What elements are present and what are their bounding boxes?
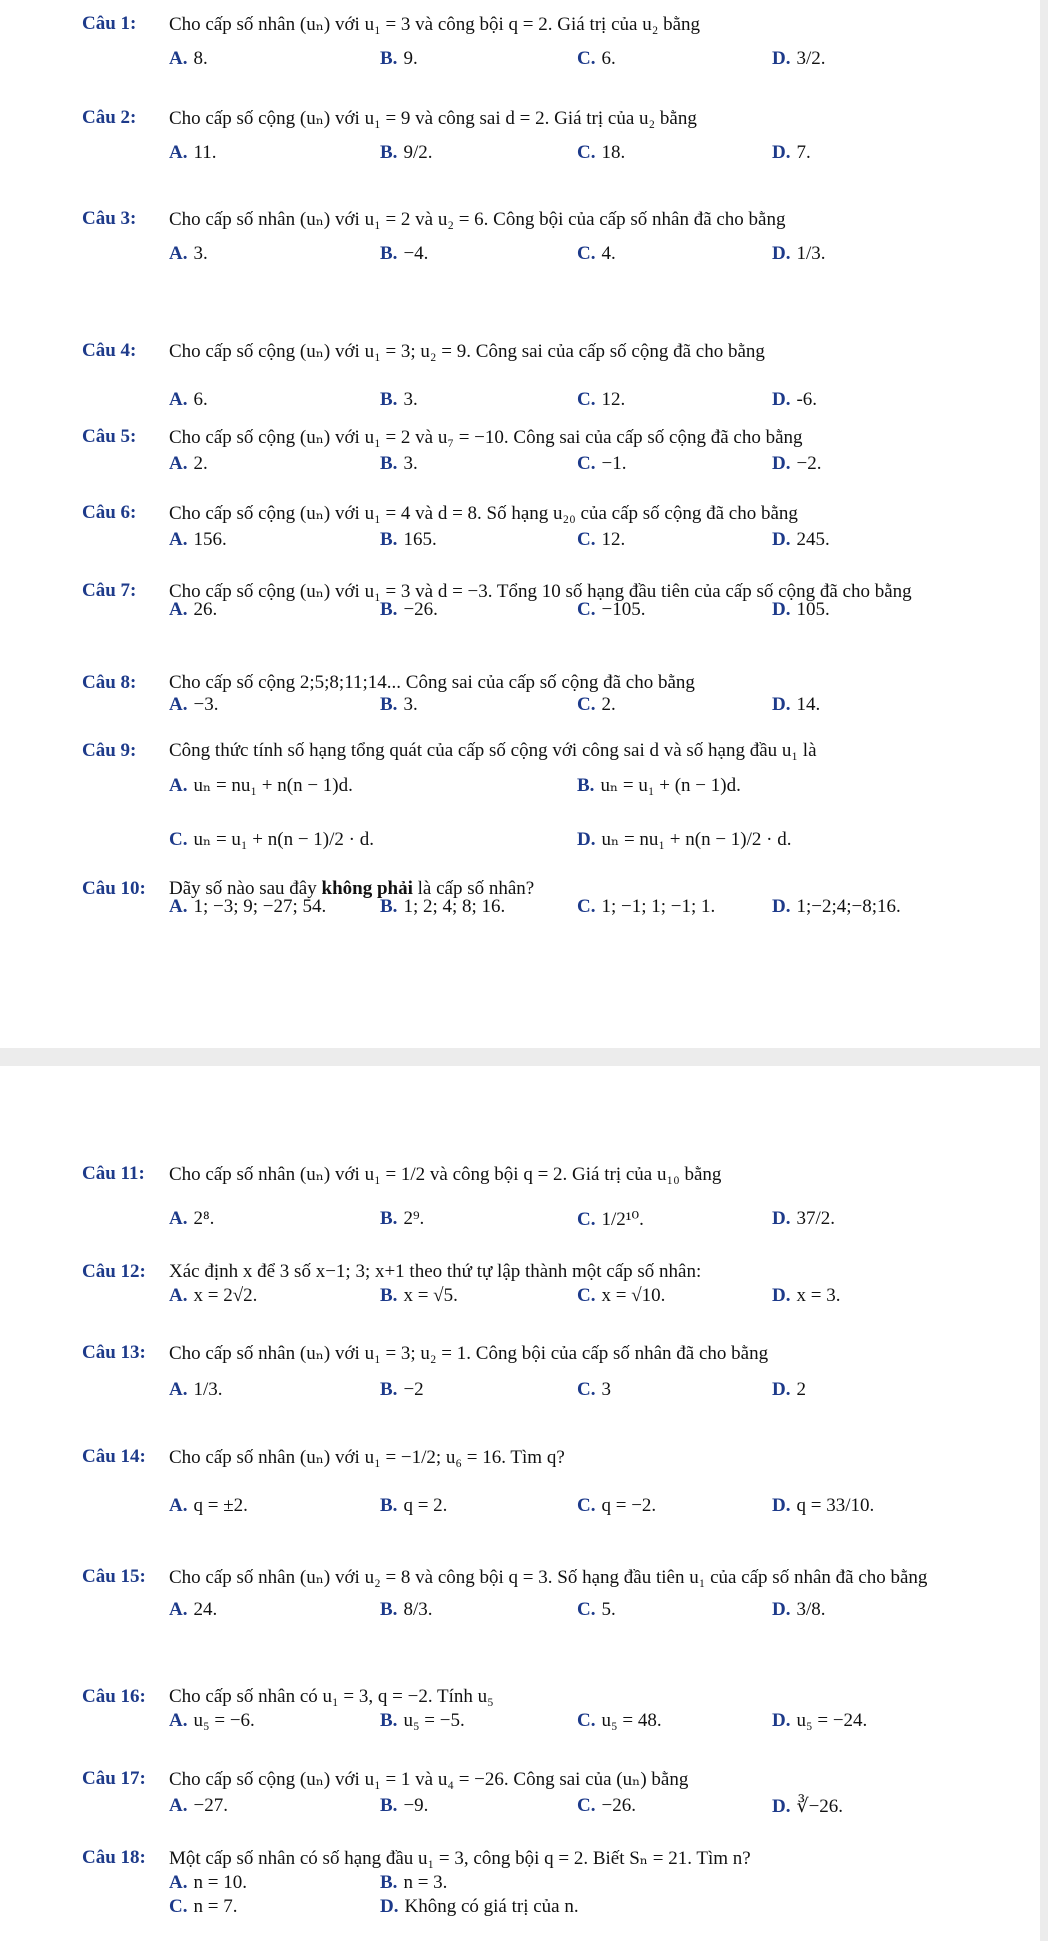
- option-b[interactable]: B. 3.: [380, 453, 418, 474]
- question-12: [82, 1261, 1020, 1317]
- option-c[interactable]: C. 3: [577, 1379, 611, 1400]
- question-text: Cho cấp số nhân (uₙ) với u₁ = 3 và công bội q = 2. Giá trị của u₂ bằng: [169, 14, 701, 35]
- question-text: Cho cấp số nhân có u₁ = 3, q = −2. Tính u₅: [169, 1686, 494, 1707]
- option-b[interactable]: B. 1; 2; 4; 8; 16.: [380, 896, 506, 917]
- option-c[interactable]: C. −105.: [577, 599, 646, 620]
- question-text: Cho cấp số nhân (uₙ) với u₂ = 8 và công bội q = 3. Số hạng đầu tiên u₁ của cấp số nhân đã cho bằng: [169, 1567, 928, 1588]
- question-6: [82, 502, 1020, 561]
- question-number: Câu 7:: [82, 580, 137, 601]
- option-c[interactable]: C. 5.: [577, 1599, 616, 1620]
- question-text: Công thức tính số hạng tổng quát của cấp số cộng với công sai d và số hạng đầu u₁ là: [169, 740, 817, 761]
- question-number: Câu 2:: [82, 107, 137, 128]
- option-b[interactable]: B. 2⁹.: [380, 1208, 425, 1229]
- option-b[interactable]: B. 9.: [380, 48, 418, 69]
- option-b[interactable]: B. 165.: [380, 529, 437, 550]
- question-18: [82, 1847, 1020, 1920]
- question-text: Cho cấp số nhân (uₙ) với u₁ = 2 và u₂ = 6. Công bội của cấp số nhân đã cho bằng: [169, 209, 786, 230]
- question-7: [82, 580, 1020, 631]
- option-c[interactable]: C. 1/2¹⁰.: [577, 1209, 644, 1230]
- option-d[interactable]: D. q = 33/10.: [772, 1495, 875, 1516]
- question-13: [82, 1342, 1020, 1411]
- option-d[interactable]: D. 3/8.: [772, 1599, 826, 1620]
- question-text: Cho cấp số nhân (uₙ) với u₁ = 3; u₂ = 1. Công bội của cấp số nhân đã cho bằng: [169, 1343, 769, 1364]
- question-number: Câu 4:: [82, 340, 137, 361]
- question-text: Cho cấp số nhân (uₙ) với u₁ = −1/2; u₆ = 16. Tìm q?: [169, 1447, 565, 1468]
- question-text: Cho cấp số cộng (uₙ) với u₁ = 3; u₂ = 9. Công sai của cấp số cộng đã cho bằng: [169, 341, 765, 362]
- option-c[interactable]: C. 12.: [577, 529, 626, 550]
- question-number: Câu 18:: [82, 1847, 146, 1868]
- question-number: Câu 12:: [82, 1261, 146, 1282]
- option-a[interactable]: A. x = 2√2.: [169, 1285, 258, 1306]
- question-number: Câu 14:: [82, 1446, 146, 1467]
- question-11: [82, 1163, 1020, 1240]
- option-c[interactable]: C. x = √10.: [577, 1285, 666, 1306]
- option-d[interactable]: D. 245.: [772, 529, 830, 550]
- option-c[interactable]: C. 12.: [577, 389, 626, 410]
- option-c[interactable]: C. 6.: [577, 48, 616, 69]
- option-a[interactable]: A. 24.: [169, 1599, 218, 1620]
- question-number: Câu 5:: [82, 426, 137, 447]
- question-10: [82, 878, 1020, 928]
- option-a[interactable]: A. 2⁸.: [169, 1208, 215, 1229]
- option-d[interactable]: D. x = 3.: [772, 1285, 841, 1306]
- option-c[interactable]: C. 4.: [577, 243, 616, 264]
- option-c[interactable]: C. u₅ = 48.: [577, 1710, 662, 1731]
- question-number: Câu 10:: [82, 878, 146, 899]
- option-d[interactable]: D. u₅ = −24.: [772, 1710, 868, 1731]
- question-text: Cho cấp số cộng (uₙ) với u₁ = 3 và d = −3. Tổng 10 số hạng đầu tiên của cấp số cộng đã cho bằng: [169, 581, 912, 602]
- question-16: [82, 1686, 1020, 1742]
- option-d[interactable]: D. 1;−2;4;−8;16.: [772, 896, 901, 917]
- option-c[interactable]: C. q = −2.: [577, 1495, 657, 1516]
- question-number: Câu 17:: [82, 1768, 146, 1789]
- option-c[interactable]: C. 1; −1; 1; −1; 1.: [577, 896, 716, 917]
- option-d[interactable]: D. −2.: [772, 453, 822, 474]
- option-d[interactable]: D. 7.: [772, 142, 811, 163]
- question-5: [82, 426, 1020, 485]
- question-number: Câu 9:: [82, 740, 137, 761]
- option-a[interactable]: A. u₅ = −6.: [169, 1710, 255, 1731]
- question-number: Câu 15:: [82, 1566, 146, 1587]
- option-d[interactable]: D. -6.: [772, 389, 818, 410]
- option-b[interactable]: B. 3.: [380, 389, 418, 410]
- question-text: Dãy số nào sau đây không phải là cấp số nhân?: [169, 878, 535, 899]
- question-text: Xác định x để 3 số x−1; 3; x+1 theo thứ tự lập thành một cấp số nhân:: [169, 1261, 702, 1282]
- option-b[interactable]: B. −2: [380, 1379, 424, 1400]
- question-number: Câu 6:: [82, 502, 137, 523]
- option-b[interactable]: B. 3.: [380, 694, 418, 715]
- option-a[interactable]: A. 156.: [169, 529, 227, 550]
- option-b[interactable]: B. −26.: [380, 599, 438, 620]
- question-number: Câu 3:: [82, 208, 137, 229]
- option-b[interactable]: B. uₙ = u₁ + (n − 1)d.: [577, 775, 741, 796]
- option-d[interactable]: D. 2: [772, 1379, 806, 1400]
- option-d[interactable]: D. Không có giá trị của n.: [380, 1896, 579, 1917]
- question-text: Cho cấp số cộng (uₙ) với u₁ = 1 và u₄ = −26. Công sai của (uₙ) bằng: [169, 1769, 689, 1790]
- option-b[interactable]: B. 9/2.: [380, 142, 433, 163]
- option-d[interactable]: D. 105.: [772, 599, 830, 620]
- question-text: Một cấp số nhân có số hạng đầu u₁ = 3, công bội q = 2. Biết Sₙ = 21. Tìm n?: [169, 1848, 751, 1869]
- option-b[interactable]: B. x = √5.: [380, 1285, 458, 1306]
- option-a[interactable]: A. 2.: [169, 453, 208, 474]
- option-d[interactable]: D. 3/2.: [772, 48, 826, 69]
- option-d[interactable]: D. ∛−26.: [772, 1796, 844, 1817]
- option-a[interactable]: A. −3.: [169, 694, 219, 715]
- worksheet-page-2: [0, 1066, 1040, 1941]
- question-text: Cho cấp số nhân (uₙ) với u₁ = 1/2 và công bội q = 2. Giá trị của u₁₀ bằng: [169, 1164, 722, 1185]
- option-a[interactable]: A. 1; −3; 9; −27; 54.: [169, 896, 327, 917]
- question-text: Cho cấp số cộng (uₙ) với u₁ = 4 và d = 8. Số hạng u₂₀ của cấp số cộng đã cho bằng: [169, 503, 798, 524]
- question-text: Cho cấp số cộng 2;5;8;11;14... Công sai của cấp số cộng đã cho bằng: [169, 672, 695, 693]
- question-text: Cho cấp số cộng (uₙ) với u₁ = 2 và u₇ = −10. Công sai của cấp số cộng đã cho bằng: [169, 427, 803, 448]
- question-3: [82, 208, 1020, 275]
- option-c[interactable]: C. uₙ = u₁ + n(n − 1)/2 · d.: [169, 829, 374, 850]
- option-c[interactable]: C. n = 7.: [169, 1896, 238, 1917]
- option-d[interactable]: D. 14.: [772, 694, 821, 715]
- option-b[interactable]: B. n = 3.: [380, 1872, 448, 1893]
- option-a[interactable]: A. 11.: [169, 142, 217, 163]
- question-9: [82, 740, 1020, 860]
- option-a[interactable]: A. 1/3.: [169, 1379, 223, 1400]
- question-8: [82, 672, 1020, 726]
- question-17: [82, 1768, 1020, 1827]
- option-a[interactable]: A. 6.: [169, 389, 208, 410]
- option-a[interactable]: A. 8.: [169, 48, 208, 69]
- option-c[interactable]: C. 2.: [577, 694, 616, 715]
- option-c[interactable]: C. −26.: [577, 1795, 636, 1816]
- option-a[interactable]: A. q = ±2.: [169, 1495, 248, 1516]
- option-b[interactable]: B. q = 2.: [380, 1495, 448, 1516]
- option-d[interactable]: D. uₙ = nu₁ + n(n − 1)/2 · d.: [577, 829, 792, 850]
- question-15: [82, 1566, 1020, 1631]
- question-number: Câu 11:: [82, 1163, 145, 1184]
- option-a[interactable]: A. n = 10.: [169, 1872, 247, 1893]
- option-c[interactable]: C. −1.: [577, 453, 627, 474]
- question-1: [82, 13, 1020, 80]
- option-d[interactable]: D. 1/3.: [772, 243, 826, 264]
- question-number: Câu 1:: [82, 13, 137, 34]
- option-d[interactable]: D. 37/2.: [772, 1208, 836, 1229]
- option-a[interactable]: A. −27.: [169, 1795, 228, 1816]
- question-number: Câu 13:: [82, 1342, 146, 1363]
- option-a[interactable]: A. uₙ = nu₁ + n(n − 1)d.: [169, 775, 353, 796]
- question-14: [82, 1446, 1020, 1527]
- question-number: Câu 8:: [82, 672, 137, 693]
- option-b[interactable]: B. −9.: [380, 1795, 429, 1816]
- question-4: [82, 340, 1020, 421]
- option-a[interactable]: A. 26.: [169, 599, 218, 620]
- option-a[interactable]: A. 3.: [169, 243, 208, 264]
- question-number: Câu 16:: [82, 1686, 146, 1707]
- option-b[interactable]: B. −4.: [380, 243, 429, 264]
- option-c[interactable]: C. 18.: [577, 142, 626, 163]
- option-b[interactable]: B. 8/3.: [380, 1599, 433, 1620]
- question-2: [82, 107, 1020, 174]
- question-text: Cho cấp số cộng (uₙ) với u₁ = 9 và công sai d = 2. Giá trị của u₂ bằng: [169, 108, 697, 129]
- option-b[interactable]: B. u₅ = −5.: [380, 1710, 465, 1731]
